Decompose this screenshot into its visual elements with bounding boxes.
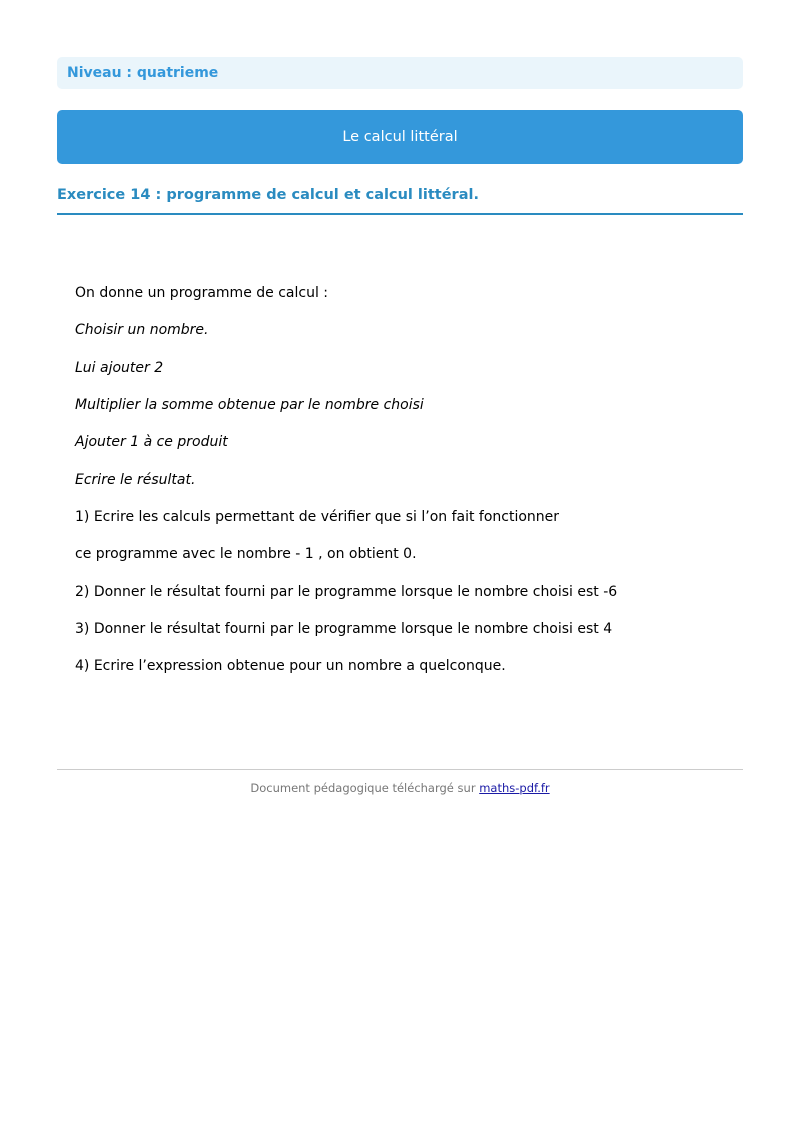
question-2: 2) Donner le résultat fourni par le programme lorsque le nombre choisi est -6: [75, 584, 618, 600]
exercise-heading: Exercice 14 : programme de calcul et calcul littéral.: [57, 183, 743, 215]
question-1-line-1: 1) Ecrire les calculs permettant de vérifier que si l’on fait fonctionner: [75, 509, 560, 525]
level-label: Niveau : quatrieme: [57, 57, 743, 89]
chapter-title-banner: Le calcul littéral: [57, 110, 743, 164]
footer: [57, 781, 743, 795]
program-step-1: Choisir un nombre.: [75, 322, 209, 338]
footer-divider: [57, 769, 743, 770]
question-3: 3) Donner le résultat fourni par le programme lorsque le nombre choisi est 4: [75, 621, 613, 637]
footer-site-link[interactable]: maths-pdf.fr: [479, 781, 550, 795]
program-step-5: Ecrire le résultat.: [75, 472, 196, 488]
program-step-3: Multiplier la somme obtenue par le nombre choisi: [75, 397, 424, 413]
program-step-2: Lui ajouter 2: [75, 360, 164, 376]
question-4: 4) Ecrire l’expression obtenue pour un nombre a quelconque.: [75, 658, 506, 674]
question-1-line-2: ce programme avec le nombre - 1 , on obtient 0.: [75, 546, 417, 562]
program-step-4: Ajouter 1 à ce produit: [75, 434, 228, 450]
intro-line: On donne un programme de calcul :: [75, 285, 329, 301]
footer-text: Document pédagogique téléchargé sur: [250, 781, 480, 795]
